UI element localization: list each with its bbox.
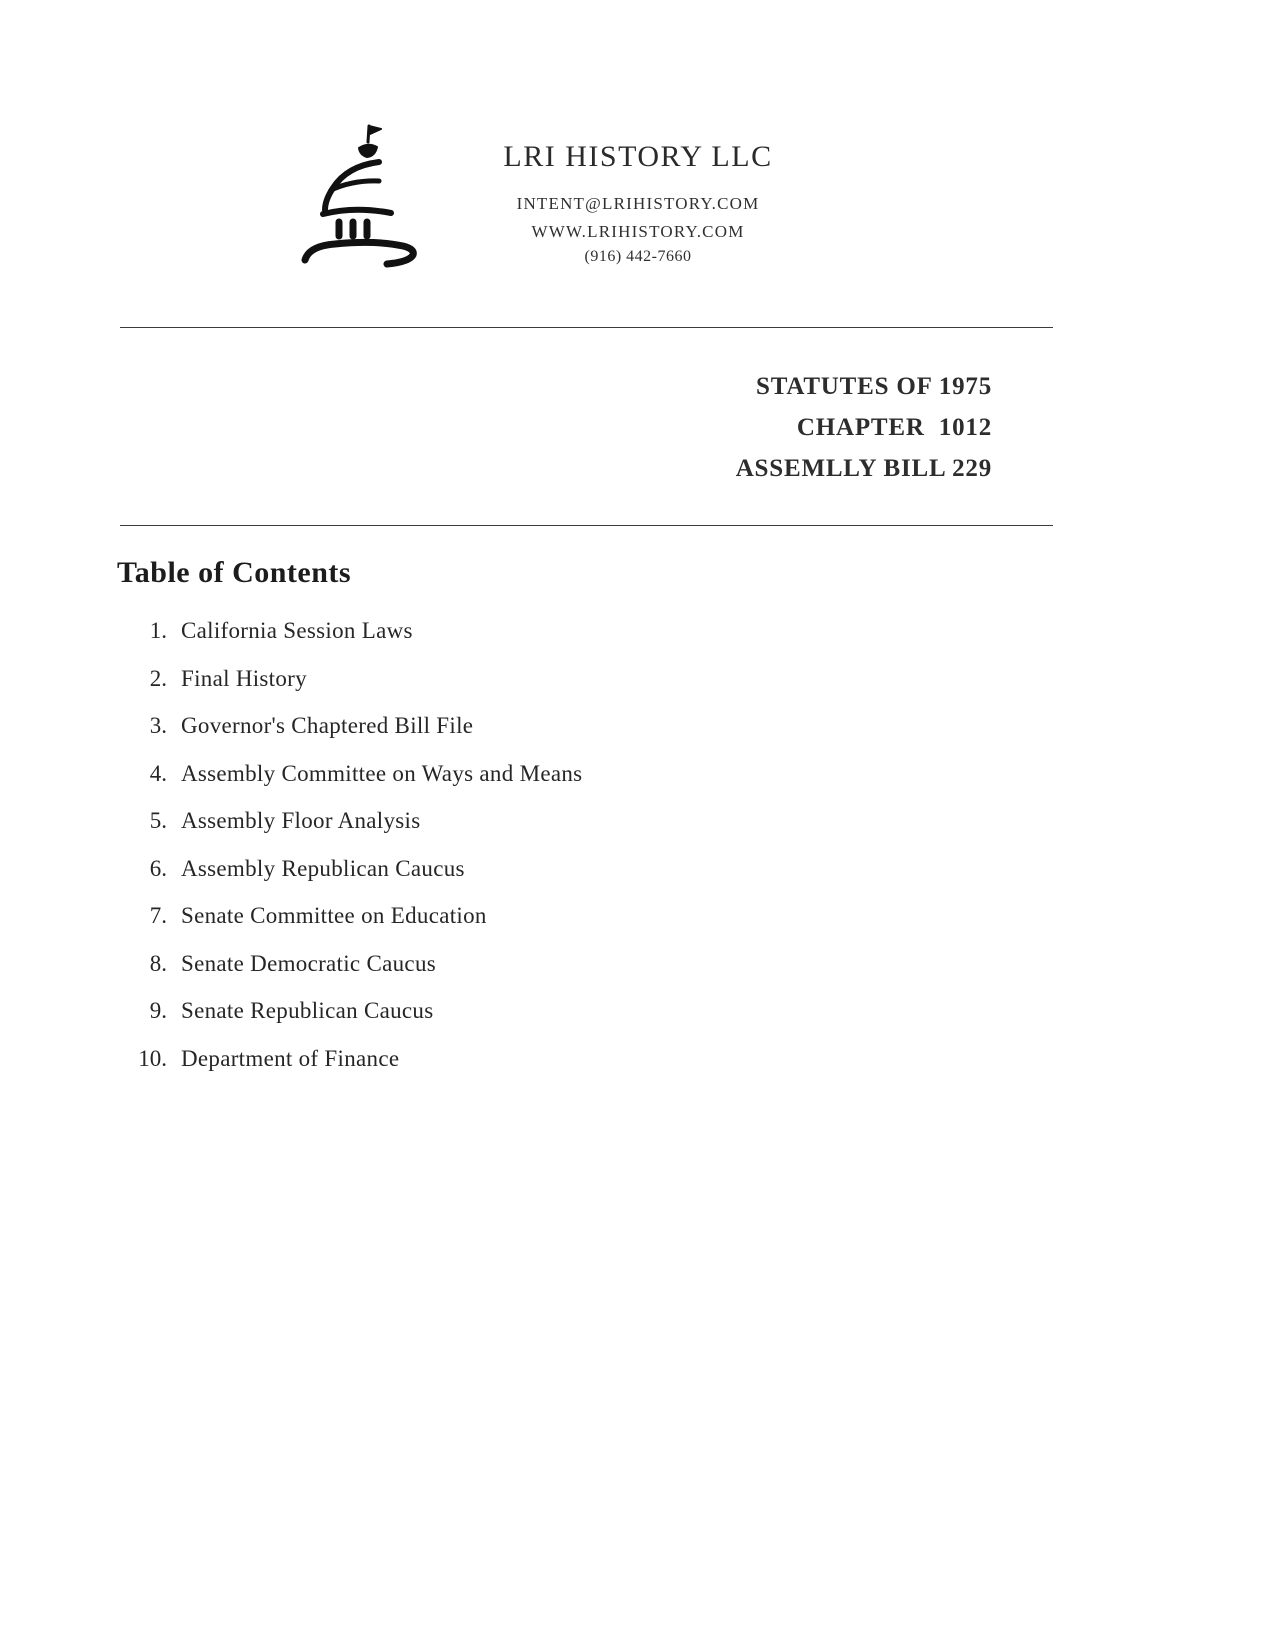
toc-item-label: Senate Democratic Caucus [181,950,436,976]
toc-item-number: 3. [149,713,167,738]
company-phone: (916) 442-7660 [584,248,692,265]
company-email: INTENT@LRIHISTORY.COM [516,194,760,213]
toc-item [120,998,920,1046]
toc-item-label: Assembly Republican Caucus [181,855,465,881]
toc-item [120,856,920,904]
toc-item-label: California Session Laws [181,618,413,643]
divider-bottom [120,525,1053,526]
toc-item [120,666,920,714]
org-info-block [473,118,803,266]
toc-item-label: Governor's Chaptered Bill File [181,713,474,738]
capitol-dome-logo [295,118,435,278]
toc-item [120,951,920,999]
divider-top [120,327,1053,328]
toc-item [120,1046,920,1094]
toc-item [120,761,920,809]
statute-title-block [120,366,992,489]
toc-item-label: Senate Committee on Education [181,903,487,928]
toc-heading: Table of Contents [117,556,352,589]
toc-item-number: 4. [149,760,167,786]
toc-item-number: 5. [149,808,167,833]
toc-item-label: Assembly Committee on Ways and Means [181,760,583,786]
toc-item-number: 8. [149,950,167,976]
letterhead [295,118,803,278]
toc-item-label: Senate Republican Caucus [181,998,434,1023]
toc-item-number: 7. [149,903,167,928]
toc-item [120,808,920,856]
company-name: LRI HISTORY LLC [503,140,773,173]
company-website: WWW.LRIHISTORY.COM [531,222,745,241]
toc-item-label: Department of Finance [181,1045,400,1071]
toc-item-number: 9. [149,998,167,1023]
toc-item [120,618,920,666]
toc-item [120,903,920,951]
toc-item [120,713,920,761]
toc-list [120,618,920,1093]
toc-item-label: Assembly Floor Analysis [181,808,421,833]
toc-item-number: 6. [149,855,167,881]
statutes-year-line: STATUTES OF 1975 [756,373,992,400]
toc-item-number: 10. [138,1045,167,1071]
chapter-line: CHAPTER 1012 [796,414,992,441]
toc-item-number: 1. [149,618,167,643]
toc-item-label: Final History [181,665,307,691]
toc-item-number: 2. [149,665,167,691]
assembly-bill-line: ASSEMLLY BILL 229 [735,455,992,482]
